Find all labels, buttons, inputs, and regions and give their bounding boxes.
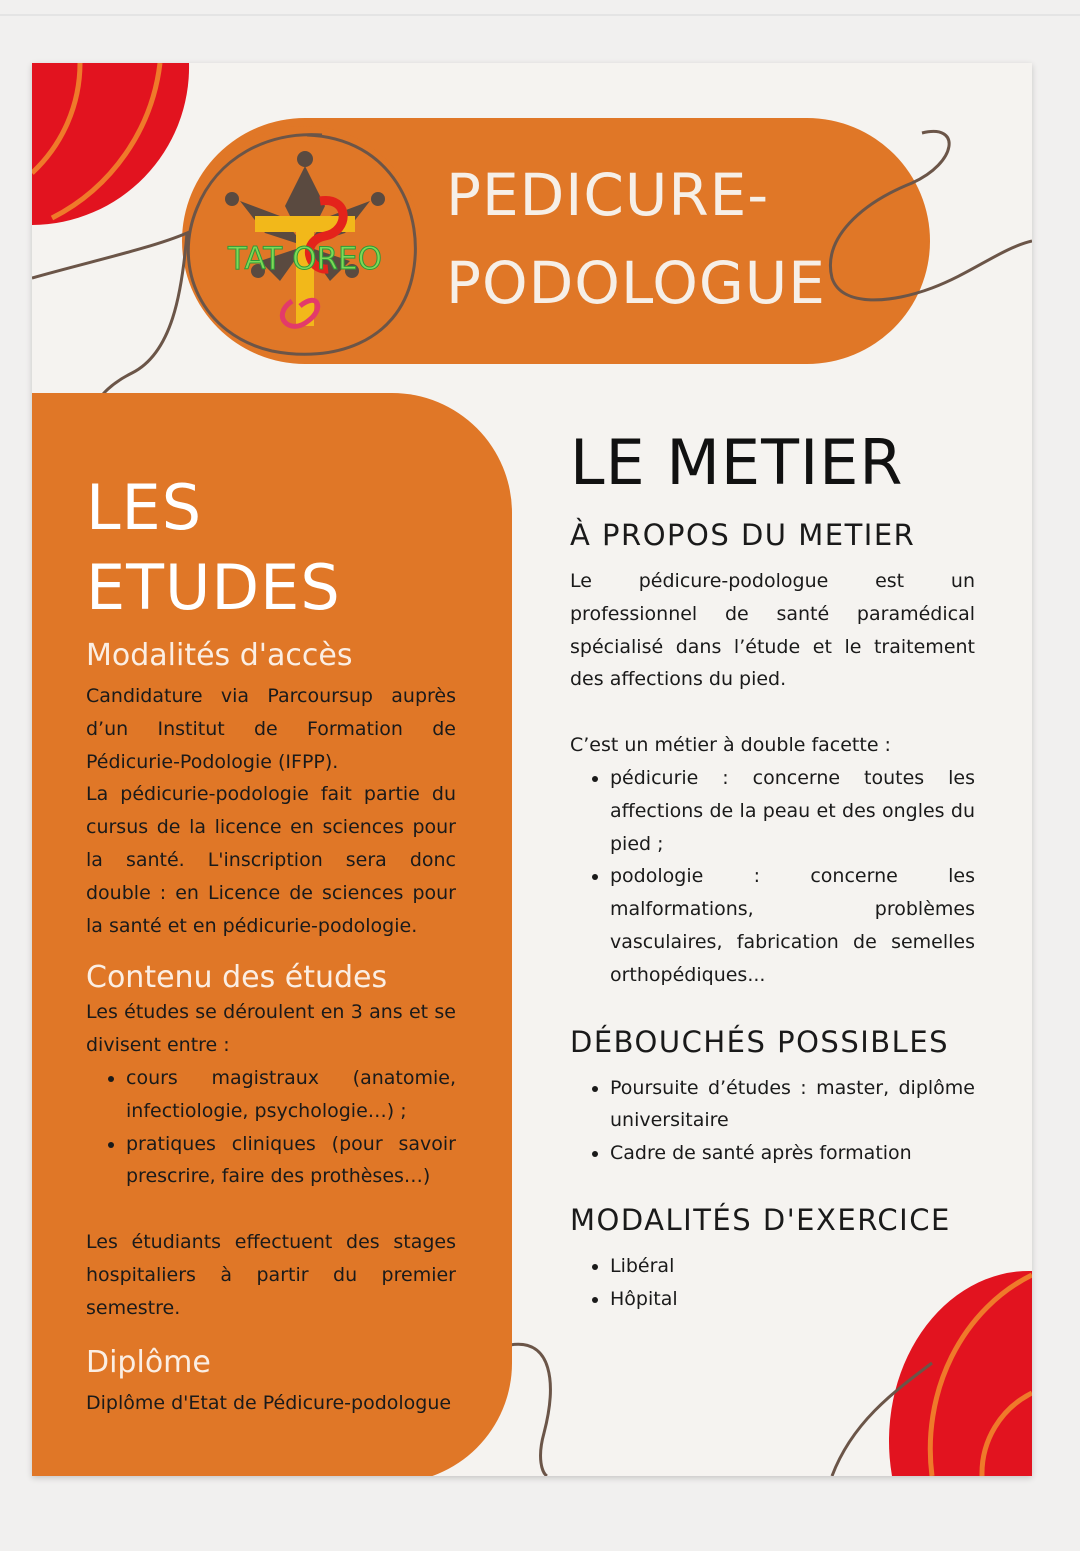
contenu-heading: Contenu des études	[86, 960, 388, 996]
list-item: • Cadre de santé après formation	[610, 1137, 975, 1170]
list-item: • Poursuite d’études : master, diplôme universitaire	[610, 1072, 975, 1138]
page-title	[446, 151, 886, 327]
etudes-section	[86, 468, 456, 1419]
title-line-1: PEDICURE-	[446, 161, 770, 229]
metier-section	[570, 425, 975, 1316]
top-separator	[0, 14, 1080, 16]
etudes-title: LES ETUDES	[86, 471, 341, 624]
facettes-list	[570, 762, 975, 992]
scribble-circle-logo	[188, 135, 415, 355]
contenu-intro: Les études se déroulent en 3 ans et se divisent entre :	[86, 1001, 456, 1057]
scribble-line-left	[32, 233, 187, 412]
apropos-paragraph-2: C’est un métier à double facette :	[570, 734, 891, 757]
acces-paragraph-2: La pédicurie-podologie fait partie du cursus de la licence en sciences pour la santé. L'inscription sera donc double : en Licence de sciences pour la santé et en pédicurie-podologie.	[86, 783, 456, 937]
list-item: • podologie : concerne les malformations, problèmes vasculaires, fabrication de semelles orthopédiques...	[610, 860, 975, 991]
list-item: • pratiques cliniques (pour savoir prescrire, faire des prothèses…)	[126, 1128, 456, 1194]
metier-title: LE METIER	[570, 426, 904, 499]
exercice-list	[570, 1250, 975, 1316]
exercice-heading: MODALITÉS D'EXERCICE	[570, 1202, 951, 1237]
acces-heading: Modalités d'accès	[86, 638, 353, 673]
debouches-heading: DÉBOUCHÉS POSSIBLES	[570, 1024, 950, 1059]
scribble-line-bottom	[510, 1344, 550, 1476]
diplome-heading: Diplôme	[86, 1344, 211, 1380]
list-item: • Libéral	[610, 1250, 975, 1283]
stages-paragraph: Les étudiants effectuent des stages hospitaliers à partir du premier semestre.	[86, 1231, 456, 1319]
poster-page	[32, 63, 1032, 1476]
contenu-list	[86, 1062, 456, 1193]
diplome-text: Diplôme d'Etat de Pédicure-podologue	[86, 1391, 452, 1414]
debouches-list	[570, 1072, 975, 1170]
apropos-heading: À PROPOS DU METIER	[570, 518, 916, 552]
acces-paragraph-1: Candidature via Parcoursup auprès d’un Institut de Formation de Pédicurie-Podologie (IFPP).	[86, 685, 456, 773]
logo-text: TAT OREO	[227, 241, 383, 277]
list-item: • pédicurie : concerne toutes les affections de la peau et des ongles du pied ;	[610, 762, 975, 860]
scribble-line-bottom-right	[832, 1363, 932, 1476]
list-item: • Hôpital	[610, 1283, 975, 1316]
list-item: • cours magistraux (anatomie, infectiologie, psychologie…) ;	[126, 1062, 456, 1128]
title-line-2: PODOLOGUE	[446, 249, 826, 317]
apropos-paragraph-1: Le pédicure-podologue est un professionnel de santé paramédical spécialisé dans l’étude et le traitement des affections du pied.	[570, 570, 975, 691]
